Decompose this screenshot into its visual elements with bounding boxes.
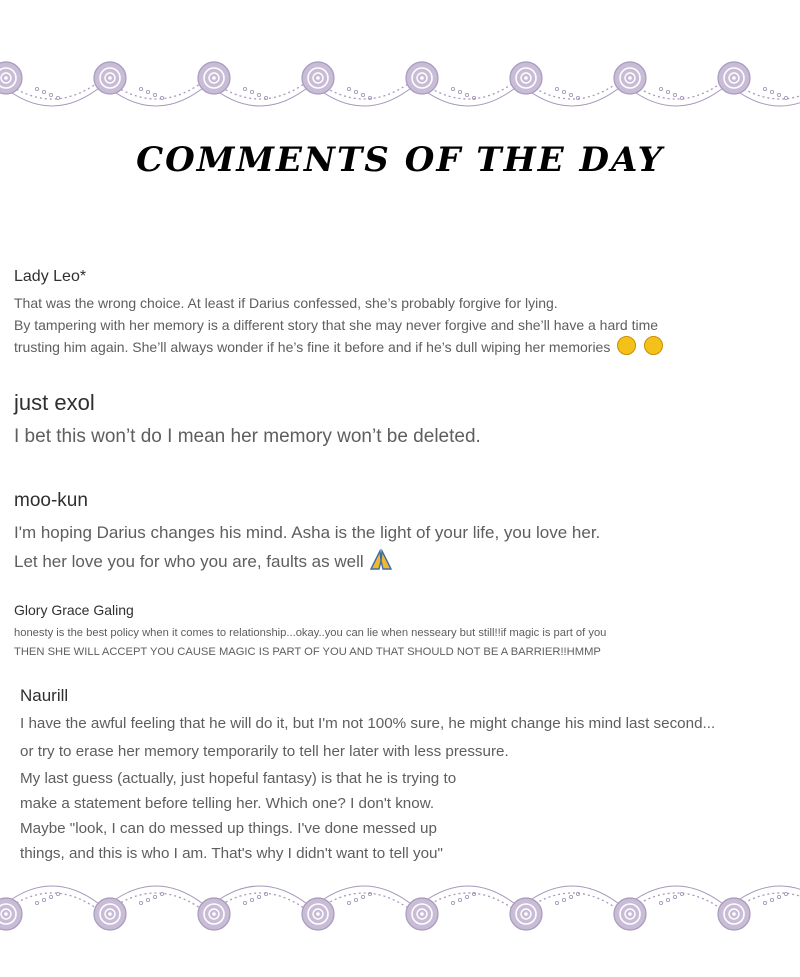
comment-glory-grace-galing [14, 602, 606, 662]
comment-just-exol [14, 390, 481, 448]
comment-line: That was the wrong choice. At least if Darius confessed, she’s probably forgive for lying. [14, 295, 558, 311]
comment-line: or try to erase her memory temporarily to tell her later with less pressure. [20, 743, 509, 760]
comment-line: honesty is the best policy when it comes to relationship...okay..you can lie when nesseary but still!!if magic is part of you [14, 627, 607, 639]
page-title: COMMENTS OF THE DAY [136, 140, 664, 180]
comment-line: My last guess (actually, just hopeful fantasy) is that he is trying to [20, 770, 457, 787]
comment-line: Maybe "look, I can do messed up things. I've done messed up [20, 820, 437, 837]
rose-icon [614, 62, 646, 94]
rose-icon [302, 898, 334, 930]
comment-line: I bet this won’t do I mean her memory won’t be deleted. [14, 426, 481, 447]
comment-moo-kun [14, 490, 600, 576]
rose-icon [198, 898, 230, 930]
rose-icon [510, 898, 542, 930]
rose-icon [718, 62, 750, 94]
comment-author: just exol [14, 390, 95, 415]
comment-line: I have the awful feeling that he will do it, but I'm not 100% sure, he might change his mind last second... [20, 715, 716, 732]
frowning-face-emoji-icon [644, 336, 663, 355]
rose-icon [302, 62, 334, 94]
comment-line: things, and this is who I am. That's why I didn't want to tell you" [20, 845, 443, 862]
comment-lady-leo [14, 268, 663, 358]
comment-line: I'm hoping Darius changes his mind. Asha is the light of your life, you love her. [14, 523, 601, 542]
comment-author: moo-kun [14, 490, 88, 511]
rose-icon [614, 898, 646, 930]
comment-author: Lady Leo* [14, 268, 87, 285]
comment-line: By tampering with her memory is a different story that she may never forgive and she’ll have a hard time [14, 317, 659, 333]
comment-line: THEN SHE WILL ACCEPT YOU CAUSE MAGIC IS PART OF YOU AND THAT SHOULD NOT BE A BARRIER!!HMMP [14, 646, 601, 658]
rose-icon [94, 898, 126, 930]
rose-lace-border-bottom [0, 862, 800, 952]
rose-icon [718, 898, 750, 930]
comment-naurill [20, 686, 715, 866]
rose-icon [406, 898, 438, 930]
comment-line: Let her love you for who you are, faults as well [14, 552, 364, 571]
rose-icon [406, 62, 438, 94]
rose-icon [0, 62, 22, 94]
comment-line: make a statement before telling her. Which one? I don't know. [20, 795, 435, 812]
rose-icon [0, 898, 22, 930]
rose-icon [510, 62, 542, 94]
rose-lace-border-top [0, 40, 800, 130]
comment-author: Glory Grace Galing [14, 602, 134, 618]
comment-author: Naurill [20, 686, 69, 705]
tired-face-emoji-icon [617, 336, 636, 355]
rose-icon [198, 62, 230, 94]
comment-line: trusting him again. She’ll always wonder if he’s fine it before and if he’s dull wiping her memories [14, 339, 611, 355]
praying-hands-emoji-icon [369, 549, 393, 571]
rose-icon [94, 62, 126, 94]
